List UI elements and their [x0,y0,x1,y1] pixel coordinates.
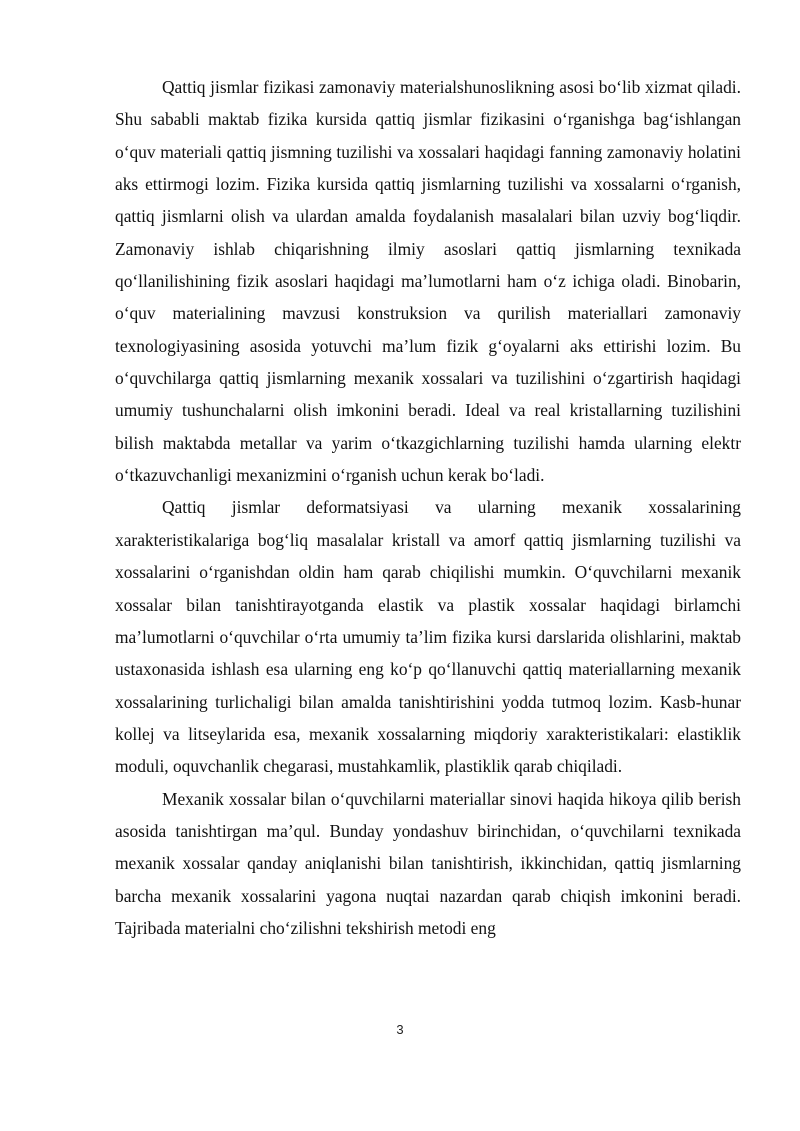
paragraph-1: Qattiq jismlar fizikasi zamonaviy materialshunoslikning asosi bo‘lib xizmat qiladi. Shu sababli maktab fizika kursida qattiq jismlar fizikasini o‘rganishga bag‘ishlangan o‘quv materiali qattiq jismning tuzilishi va xossalari haqidagi fanning zamonaviy holatini aks ettirmogi lozim. Fizika kursida qattiq jismlarning tuzilishi va xossalarni o‘rganish, qattiq jismlarni olish va ulardan amalda foydalanish masalalari bilan uzviy bog‘liqdir. Zamonaviy ishlab chiqarishning ilmiy asoslari qattiq jismlarning texnikada qo‘llanilishining fizik asoslari haqidagi ma’lumotlarni ham o‘z ichiga oladi. Binobarin, o‘quv materialining mavzusi konstruksion va qurilish materiallari zamonaviy texnologiyasining asosida yotuvchi ma’lum fizik g‘oyalarni aks ettirishi lozim. Bu o‘quvchilarga qattiq jismlarning mexanik xossalari va tuzilishini o‘zgartirish haqidagi umumiy tushunchalarni olish imkonini beradi. Ideal va real kristallarning tuzilishini bilish maktabda metallar va yarim o‘tkazgichlarning tuzilishi hamda ularning elektr o‘tkazuvchanligi mexanizmini o‘rganish uchun kerak bo‘ladi. [115,77,741,486]
paragraph-2: Qattiq jismlar deformatsiyasi va ularning mexanik xossalarining xarakteristikalariga bog‘liq masalalar kristall va amorf qattiq jismlarning tuzilishi va xossalarini o‘rganishdan oldin ham qarab chiqilishi mumkin. O‘quvchilarni mexanik xossalar bilan tanishtirayotganda elastik va plastik xossalar haqidagi birlamchi ma’lumotlarni o‘quvchilar o‘rta umumiy ta’lim fizika kursi darslarida olishlarini, maktab ustaxonasida ishlash esa ularning eng ko‘p qo‘llanuvchi qattiq materiallarning mexanik xossalarining turlichaligi bilan amalda tanishtirishini yodda tutmoq lozim. Kasb-hunar kollej va litseylarida esa, mexanik xossalarning miqdoriy xarakteristikalari: elastiklik moduli, oquvchanlik chegarasi, mustahkamlik, plastiklik qarab chiqiladi. [115,497,741,777]
paragraph-3: Mexanik xossalar bilan o‘quvchilarni materiallar sinovi haqida hikoya qilib berish asosida tanishtirgan ma’qul. Bunday yondashuv birinchidan, o‘quvchilarni texnikada mexanik xossalar qanday aniqlanishi bilan tanishtirish, ikkinchidan, qattiq jismlarning barcha mexanik xossalarini yagona nuqtai nazardan qarab chiqish imkonini beradi. Tajribada materialni cho‘zilishni tekshirish metodi eng [115,788,741,938]
body-text [115,71,741,944]
page-number: 3 [396,1022,404,1037]
